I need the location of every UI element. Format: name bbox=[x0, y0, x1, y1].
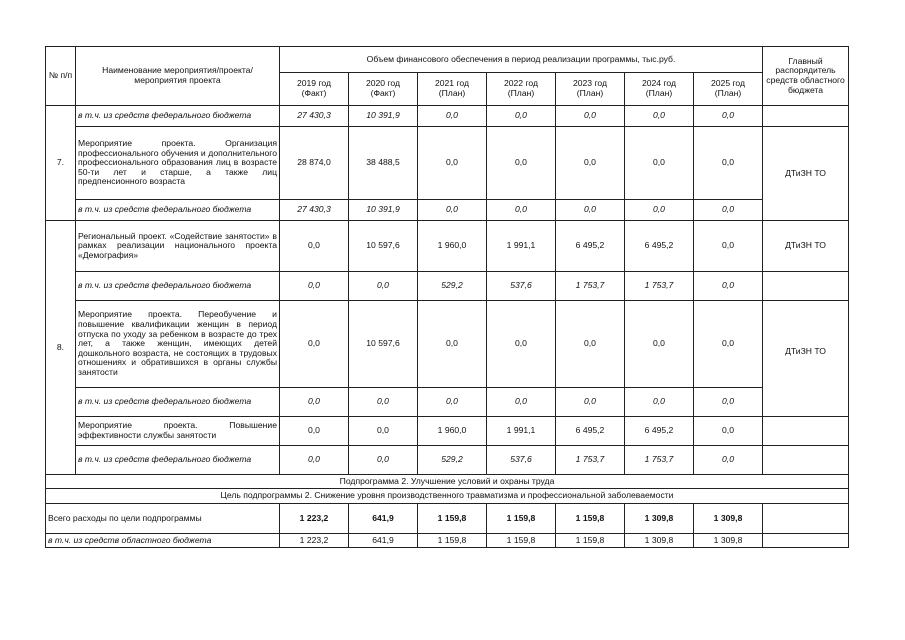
totals-label: Всего расходы по цели подпрограммы bbox=[46, 504, 280, 534]
cell-value: 0,0 bbox=[418, 106, 487, 127]
row-name: в т.ч. из средств федерального бюджета bbox=[76, 200, 280, 221]
cell-value: 0,0 bbox=[418, 127, 487, 200]
cell-value: 0,0 bbox=[625, 127, 694, 200]
cell-value: 1 991,1 bbox=[487, 221, 556, 272]
row-name: в т.ч. из средств федерального бюджета bbox=[76, 106, 280, 127]
cell-value: 0,0 bbox=[280, 446, 349, 475]
year-header: 2019 год (Факт) bbox=[280, 73, 349, 106]
row-name: Мероприятие проекта. Повышение эффективности службы занятости bbox=[76, 417, 280, 446]
cell-value: 1 991,1 bbox=[487, 417, 556, 446]
manager-cell bbox=[763, 272, 849, 301]
cell-value: 6 495,2 bbox=[556, 417, 625, 446]
regional-label: в т.ч. из средств областного бюджета bbox=[46, 534, 280, 548]
cell-value: 0,0 bbox=[694, 446, 763, 475]
header-row bbox=[46, 47, 849, 73]
cell-value: 27 430,3 bbox=[280, 200, 349, 221]
cell-value: 1 753,7 bbox=[625, 446, 694, 475]
total-value: 641,9 bbox=[349, 504, 418, 534]
row-number: 8. bbox=[46, 221, 76, 475]
cell-value: 0,0 bbox=[556, 127, 625, 200]
table-row bbox=[46, 417, 849, 446]
cell-value: 6 495,2 bbox=[625, 221, 694, 272]
regional-row bbox=[46, 534, 849, 548]
manager-cell bbox=[763, 417, 849, 446]
cell-value: 0,0 bbox=[487, 388, 556, 417]
table-row bbox=[46, 221, 849, 272]
table-row bbox=[46, 106, 849, 127]
cell-value: 537,6 bbox=[487, 446, 556, 475]
regional-value: 1 223,2 bbox=[280, 534, 349, 548]
cell-value: 0,0 bbox=[556, 106, 625, 127]
cell-value: 0,0 bbox=[418, 388, 487, 417]
table-row bbox=[46, 301, 849, 388]
cell-value: 0,0 bbox=[556, 388, 625, 417]
table-row bbox=[46, 200, 849, 221]
cell-value: 0,0 bbox=[487, 301, 556, 388]
cell-value: 0,0 bbox=[625, 200, 694, 221]
total-value: 1 309,8 bbox=[694, 504, 763, 534]
table-row bbox=[46, 446, 849, 475]
cell-value: 28 874,0 bbox=[280, 127, 349, 200]
cell-value: 0,0 bbox=[625, 106, 694, 127]
cell-value: 0,0 bbox=[694, 106, 763, 127]
num-header: № п/п bbox=[46, 47, 76, 106]
cell-value: 1 753,7 bbox=[625, 272, 694, 301]
total-value: 1 223,2 bbox=[280, 504, 349, 534]
table-row bbox=[46, 127, 849, 200]
regional-value: 1 309,8 bbox=[625, 534, 694, 548]
totals-row bbox=[46, 504, 849, 534]
regional-value: 1 159,8 bbox=[556, 534, 625, 548]
cell-value: 1 960,0 bbox=[418, 417, 487, 446]
cell-value: 0,0 bbox=[694, 388, 763, 417]
regional-value: 1 159,8 bbox=[487, 534, 556, 548]
manager-cell bbox=[763, 534, 849, 548]
goal-title: Цель подпрограммы 2. Снижение уровня производственного травматизма и профессиональной заболеваемости bbox=[46, 489, 849, 504]
manager-cell: ДТиЗН ТО bbox=[763, 221, 849, 272]
cell-value: 0,0 bbox=[487, 127, 556, 200]
cell-value: 0,0 bbox=[349, 417, 418, 446]
goal-row bbox=[46, 489, 849, 504]
row-name: в т.ч. из средств федерального бюджета bbox=[76, 446, 280, 475]
year-header: 2025 год (План) bbox=[694, 73, 763, 106]
year-header: 2024 год (План) bbox=[625, 73, 694, 106]
cell-value: 0,0 bbox=[556, 301, 625, 388]
cell-value: 0,0 bbox=[280, 272, 349, 301]
table-row bbox=[46, 388, 849, 417]
total-value: 1 159,8 bbox=[418, 504, 487, 534]
cell-value: 529,2 bbox=[418, 272, 487, 301]
cell-value: 10 597,6 bbox=[349, 301, 418, 388]
cell-value: 10 597,6 bbox=[349, 221, 418, 272]
manager-header: Главный распорядитель средств областного бюджета bbox=[763, 47, 849, 106]
cell-value: 0,0 bbox=[694, 200, 763, 221]
cell-value: 0,0 bbox=[349, 446, 418, 475]
manager-cell bbox=[763, 504, 849, 534]
cell-value: 0,0 bbox=[418, 200, 487, 221]
cell-value: 0,0 bbox=[694, 272, 763, 301]
manager-cell: ДТиЗН ТО bbox=[763, 127, 849, 221]
cell-value: 0,0 bbox=[349, 272, 418, 301]
regional-value: 1 159,8 bbox=[418, 534, 487, 548]
year-header: 2020 год (Факт) bbox=[349, 73, 418, 106]
cell-value: 1 753,7 bbox=[556, 272, 625, 301]
regional-value: 641,9 bbox=[349, 534, 418, 548]
cell-value: 0,0 bbox=[280, 221, 349, 272]
cell-value: 0,0 bbox=[625, 388, 694, 417]
cell-value: 0,0 bbox=[625, 301, 694, 388]
manager-cell: ДТиЗН ТО bbox=[763, 301, 849, 417]
year-header: 2022 год (План) bbox=[487, 73, 556, 106]
cell-value: 27 430,3 bbox=[280, 106, 349, 127]
cell-value: 0,0 bbox=[694, 301, 763, 388]
row-name: Мероприятие проекта. Организация профессионального обучения и дополнительного профессионального образования лиц в возрасте 50-ти лет и старше, а также лиц предпенсионного возраста bbox=[76, 127, 280, 200]
table-row bbox=[46, 272, 849, 301]
cell-value: 10 391,9 bbox=[349, 200, 418, 221]
name-header: Наименование мероприятия/проекта/мероприятия проекта bbox=[76, 47, 280, 106]
regional-value: 1 309,8 bbox=[694, 534, 763, 548]
cell-value: 0,0 bbox=[280, 417, 349, 446]
row-number: 7. bbox=[46, 106, 76, 221]
cell-value: 0,0 bbox=[487, 200, 556, 221]
cell-value: 0,0 bbox=[487, 106, 556, 127]
cell-value: 0,0 bbox=[694, 221, 763, 272]
cell-value: 38 488,5 bbox=[349, 127, 418, 200]
cell-value: 1 960,0 bbox=[418, 221, 487, 272]
cell-value: 6 495,2 bbox=[556, 221, 625, 272]
subprogram-row bbox=[46, 475, 849, 489]
manager-cell bbox=[763, 446, 849, 475]
year-header: 2021 год (План) bbox=[418, 73, 487, 106]
cell-value: 0,0 bbox=[556, 200, 625, 221]
cell-value: 529,2 bbox=[418, 446, 487, 475]
cell-value: 6 495,2 bbox=[625, 417, 694, 446]
total-value: 1 159,8 bbox=[556, 504, 625, 534]
manager-cell bbox=[763, 106, 849, 127]
cell-value: 0,0 bbox=[280, 388, 349, 417]
cell-value: 0,0 bbox=[418, 301, 487, 388]
subprogram-title: Подпрограмма 2. Улучшение условий и охраны труда bbox=[46, 475, 849, 489]
budget-table bbox=[45, 46, 849, 548]
cell-value: 1 753,7 bbox=[556, 446, 625, 475]
total-value: 1 309,8 bbox=[625, 504, 694, 534]
row-name: Мероприятие проекта. Переобучение и повышение квалификации женщин в период отпуска по уходу за ребенком в возрасте до трех лет, а также женщин, имеющих детей дошкольного возраста, не состоящих в трудовых отношениях и обратившихся в органы службы занятости bbox=[76, 301, 280, 388]
cell-value: 0,0 bbox=[280, 301, 349, 388]
cell-value: 0,0 bbox=[694, 127, 763, 200]
cell-value: 10 391,9 bbox=[349, 106, 418, 127]
volume-header: Объем финансового обеспечения в период реализации программы, тыс.руб. bbox=[280, 47, 763, 73]
cell-value: 0,0 bbox=[694, 417, 763, 446]
row-name: в т.ч. из средств федерального бюджета bbox=[76, 272, 280, 301]
year-header: 2023 год (План) bbox=[556, 73, 625, 106]
row-name: Региональный проект. «Содействие занятости» в рамках реализации национального проекта «Демография» bbox=[76, 221, 280, 272]
row-name: в т.ч. из средств федерального бюджета bbox=[76, 388, 280, 417]
cell-value: 537,6 bbox=[487, 272, 556, 301]
cell-value: 0,0 bbox=[349, 388, 418, 417]
total-value: 1 159,8 bbox=[487, 504, 556, 534]
